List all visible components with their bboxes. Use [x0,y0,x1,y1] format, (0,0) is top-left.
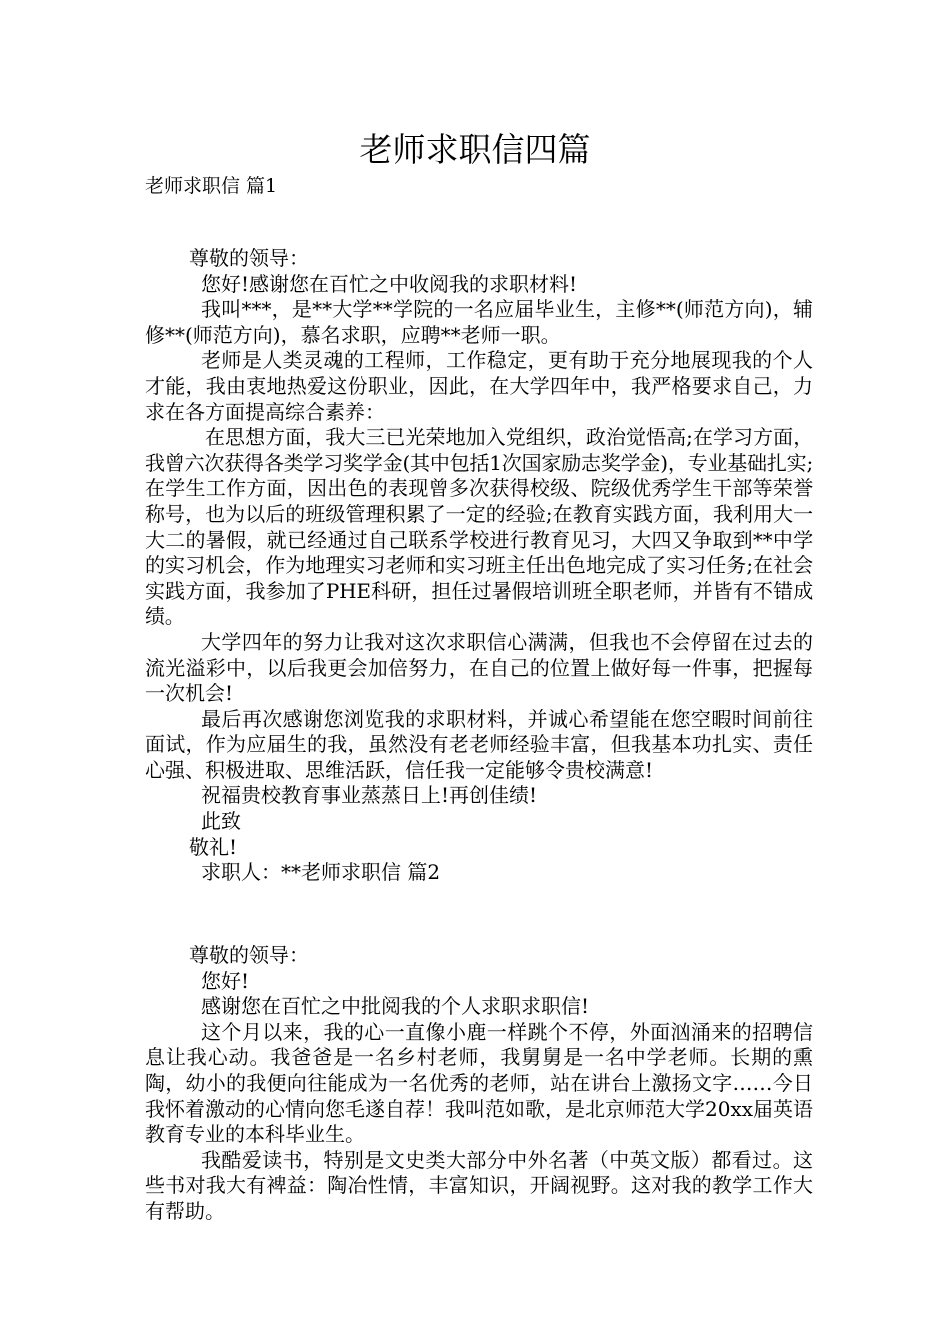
salutation: 尊敬的领导： [189,246,309,270]
signature: 求职人：**老师求职信 篇2 [201,860,441,885]
paragraph: 我酷爱读书，特别是文史类大部分中外名著（中英文版）都看过。这些书对我大有裨益：陶冶性情，丰富知识，开阔视野。这对我的教学工作大有帮助。 [145,1147,813,1223]
paragraph: 老师是人类灵魂的工程师，工作稳定，更有助于充分地展现我的个人才能，我由衷地热爱这份职业，因此，在大学四年中，我严格要求自己，力求在各方面提高综合素养： [145,348,813,424]
greeting: 您好!感谢您在百忙之中收阅我的求职材料! [201,271,578,296]
thanks: 感谢您在百忙之中批阅我的个人求职求职信! [201,994,590,1019]
paragraph: 大学四年的努力让我对这次求职信心满满，但我也不会停留在过去的流光溢彩中，以后我更会加倍努力，在自己的位置上做好每一件事，把握每一次机会! [145,629,813,706]
closing: 敬礼! [189,834,238,859]
paragraph: 这个月以来，我的心一直像小鹿一样跳个不停，外面汹涌来的招聘信息让我心动。我爸爸是一名乡村老师，我舅舅是一名中学老师。长期的熏陶，幼小的我便向往能成为一名优秀的老师，站在讲台上激扬文字……今日我怀着激动的心情向您毛遂自荐！我叫范如歌，是北京师范大学20xx届英语教育专业的本科毕业生。 [145,1019,814,1147]
paragraph: 最后再次感谢您浏览我的求职材料，并诚心希望能在您空暇时间前往面试，作为应届生的我，虽然没有老老师经验丰富，但我基本功扎实、责任心强、积极进取、思维活跃，信任我一定能够令贵校满意! [145,706,813,782]
section-heading-1: 老师求职信 篇1 [145,175,278,197]
letter-2 [145,943,813,1225]
document-title: 老师求职信四篇 [359,130,591,169]
salutation: 尊敬的领导： [189,943,309,967]
letter-1 [145,246,813,886]
paragraph: 我叫***，是**大学**学院的一名应届毕业生，主修**(师范方向)，辅修**(师范方向)，慕名求职，应聘**老师一职。 [145,297,813,347]
wish: 祝福贵校教育事业蒸蒸日上!再创佳绩! [201,783,538,808]
paragraph: 在思想方面，我大三已光荣地加入党组织，政治觉悟高;在学习方面，我曾六次获得各类学习奖学金(其中包括1次国家励志奖学金)，专业基础扎实;在学生工作方面，因出色的表现曾多次获得校级、院级优秀学生干部等荣誉称号，也为以后的班级管理积累了一定的经验;在教育实践方面，我利用大一大二的暑假，就已经通过自己联系学校进行教育见习，大四又争取到**中学的实习机会，作为地理实习老师和实习班主任出色地完成了实习任务;在社会实践方面，我参加了PHE科研，担任过暑假培训班全职老师，并皆有不错成绩。 [145,425,813,629]
greeting: 您好! [201,968,250,993]
closing: 此致 [201,809,241,834]
